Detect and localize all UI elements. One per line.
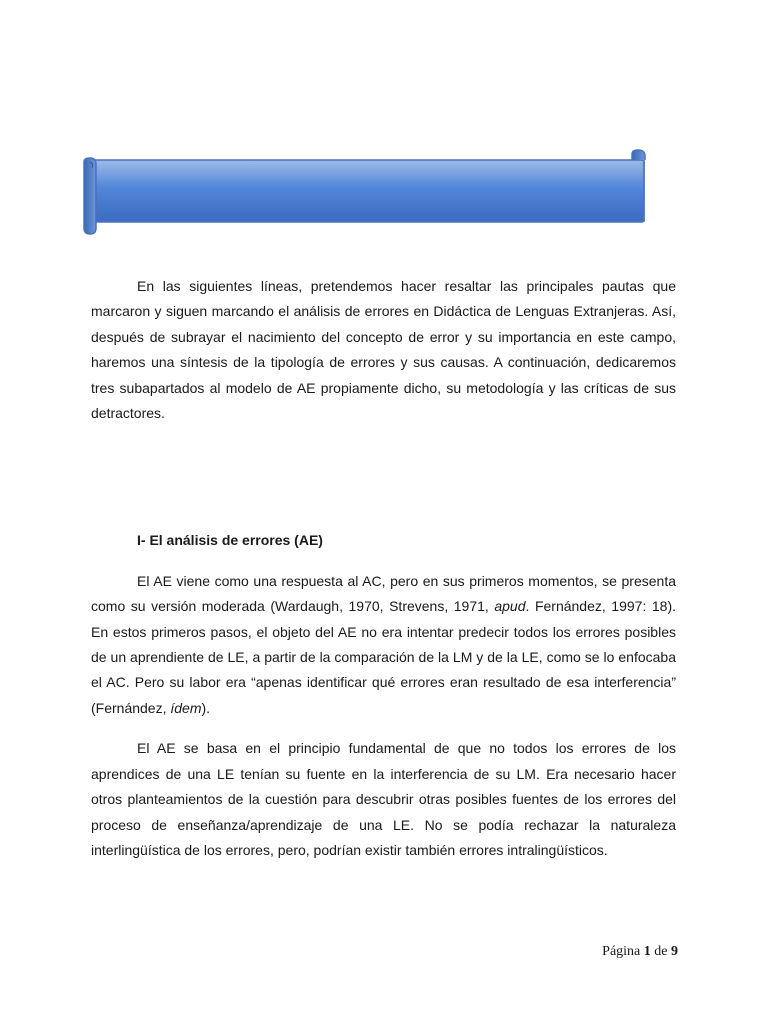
p1-part-c: ). [201, 699, 211, 716]
page-total: 9 [671, 944, 678, 959]
scroll-banner [82, 148, 654, 236]
p1-apud: apud [494, 598, 526, 615]
page-current: 1 [643, 944, 651, 959]
section-paragraph-2: El AE se basa en el principio fundamental de que no todos los errores de los aprendices de una LE tenían su fuente en la interferencia de su LM. Era necesario hacer otros planteamientos de la cuestión para descubrir otras posibles fuentes de los errores del proceso de enseñanza/aprendizaje de una LE. No se podía rechazar la naturaleza interlingüística de los errores, pero, podrían existir también errores intralingüísticos. [91, 740, 676, 858]
intro-paragraph: En las siguientes líneas, pretendemos hacer resaltar las principales pautas que marcaron y siguen marcando el análisis de errores en Didáctica de Lenguas Extranjeras. Así, después de subrayar el nacimiento del concepto de error y su importancia en este campo, haremos una síntesis de la tipología de errores y sus causas. A continuación, dedicaremos tres subapartados al modelo de AE propiamente dicho, su metodología y las críticas de sus detractores. [91, 278, 676, 422]
section-heading: I- El análisis de errores (AE) [137, 532, 323, 549]
section-paragraph-1 [91, 569, 676, 721]
page-of: de [654, 944, 668, 959]
page-label: Página [602, 944, 641, 959]
page-footer [602, 944, 678, 960]
p1-idem: ídem [170, 699, 202, 716]
p1-part-b: . Fernández, 1997: 18). En estos primeros pasos, el objeto del AE no era intentar predecir todos los errores posibles de un aprendiente de LE, a partir de la comparación de la LM y de la LE, como se lo enfocaba el AC. Pero su labor era “apenas identificar qué errores eran resultado de esa interferencia” (Fernández, [91, 598, 677, 716]
p1-part-a: El AE viene como una respuesta al AC, pero en sus primeros momentos, se presenta como su versión moderada (Wardaugh, 1970, Strevens, 1971, [91, 572, 676, 615]
document-body [91, 274, 676, 863]
